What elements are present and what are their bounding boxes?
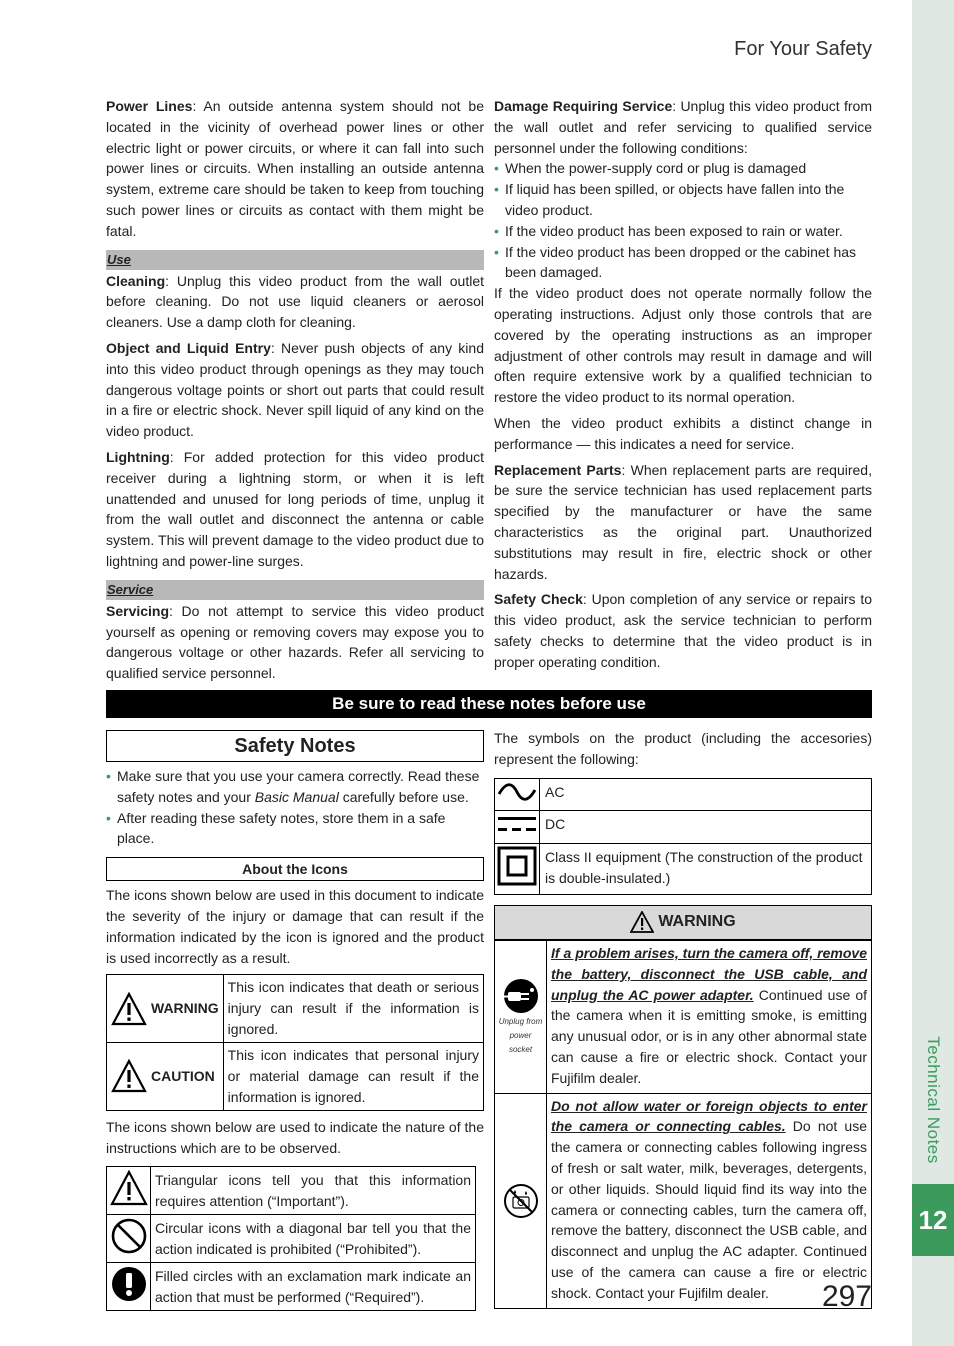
- damage-term: Damage Requiring Service: [494, 98, 673, 114]
- power-lines-paragraph: [106, 96, 484, 242]
- prohibited-desc: Circular icons with a diagonal bar tell you that the action indicated is prohibited (“Prohibited”).: [151, 1215, 476, 1263]
- dc-icon-cell: [495, 811, 540, 844]
- unplug-body: Continued use of the camera when it is emitting smoke, is emitting any unusual odor, or is in any other abnormal state can cause a fire or electric shock. Contact your Fujifilm dealer.: [551, 986, 867, 1086]
- unplug-emphasis: If a problem arises, turn the camera off, remove the battery, disconnect the USB cable, and unplug the AC power adapter.: [551, 944, 867, 1003]
- nature-table: [106, 1166, 476, 1311]
- bullet1-text: Make sure that you use your camera correctly. Read these safety notes and your: [117, 768, 480, 805]
- class-ii-icon-cell: [495, 844, 540, 895]
- safety-check-term: Safety Check: [494, 591, 583, 608]
- side-label: [912, 1020, 954, 1180]
- distinct-change-paragraph: When the video product exhibits a distinct change in performance — this indicates a need for service.: [494, 414, 872, 452]
- class-ii-label: Class II equipment (The construction of the product is double-insulated.): [540, 844, 872, 895]
- safety-check-text: : Upon completion of any service or repairs to this video product, ask the service technician to perform safety checks to determine that the video product is in proper operating condition.: [494, 591, 872, 670]
- basic-manual-ref: Basic Manual: [254, 788, 339, 805]
- object-liquid-term: Object and Liquid Entry: [106, 339, 271, 356]
- object-liquid-text: : Never push objects of any kind into this video product through openings as they may touch dangerous voltage points or short out parts that could result in a fire or electric shock. Never spill liquid of any kind on the video product.: [106, 339, 484, 440]
- about-icons-text: The icons shown below are used in this document to indicate the severity of the injury or damage that can result if the information indicated by the icon is ignored and the product is used incorrectly as a result.: [106, 887, 484, 966]
- chapter-number: 12: [912, 1184, 954, 1256]
- side-label-text: Technical Notes: [924, 1036, 944, 1164]
- water-text: [547, 1094, 871, 1308]
- power-lines-term: Power Lines: [106, 98, 193, 114]
- unplug-caption: Unplug from power socket: [498, 1016, 543, 1054]
- caution-label-cell: [107, 1042, 224, 1110]
- table-row: [495, 778, 872, 811]
- safety-notes-title: Safety Notes: [106, 730, 484, 762]
- safety-check-paragraph: [494, 589, 872, 672]
- damage-text: : Unplug this video product from the wall outlet and refer servicing to qualified service personnel under the following conditions:: [494, 98, 873, 156]
- triangle-exclamation-icon: [110, 1170, 148, 1206]
- table-row: [495, 844, 872, 895]
- left-column: [106, 96, 484, 689]
- cleaning-paragraph: [106, 271, 484, 333]
- list-item: [106, 766, 484, 808]
- lightning-paragraph: [106, 447, 484, 572]
- section-band-title: Be sure to read these notes before use: [106, 690, 872, 718]
- dc-label: DC: [540, 811, 872, 844]
- service-heading: Service: [106, 580, 484, 600]
- warning-triangle-icon: [111, 992, 147, 1026]
- warning-box-header: [495, 906, 871, 940]
- warning-row-water: [495, 1093, 871, 1308]
- required-exclamation-icon: [110, 1265, 148, 1303]
- table-row: [107, 1263, 476, 1311]
- symbols-intro: The symbols on the product (including the accesories) represent the following:: [494, 730, 872, 767]
- dc-icon: [497, 813, 537, 835]
- damage-paragraph: [494, 96, 872, 158]
- cleaning-term: Cleaning: [106, 272, 166, 289]
- important-icon-cell: [107, 1167, 151, 1215]
- caution-triangle-icon: [111, 1059, 147, 1093]
- ac-label: AC: [540, 778, 872, 811]
- unplug-plug-icon: [502, 977, 540, 1015]
- table-row: [495, 811, 872, 844]
- list-item: • After reading these safety notes, store them in a safe place.: [106, 808, 484, 850]
- table-row: [107, 975, 484, 1042]
- water-emphasis: Do not allow water or foreign objects to enter the camera or connecting cables.: [551, 1097, 867, 1135]
- section-title: For Your Safety: [734, 38, 872, 60]
- water-body: Do not use the camera or connecting cables following ingress of fresh or salt water, milk, beverages, detergents, or other liquids. Should liquid find its way into the camera or connecting cables, turn the camera off, remove the battery, disconnect the USB cable, and disconnect and unplug the AC adapter. Continued use of the camera can cause a fire or electric shock. Contact your Fujifilm dealer.: [551, 1118, 867, 1301]
- caution-label: CAUTION: [151, 1067, 215, 1084]
- use-heading: Use: [106, 250, 484, 270]
- lightning-text: : For added protection for this video product receiver during a lightning storm, or when it is left unattended and unused for long periods of time, unplug it from the wall outlet and disconnect the antenna or cable system. This will prevent damage to the video product due to lightning and power-line surges.: [106, 448, 484, 569]
- replacement-paragraph: [494, 460, 872, 585]
- servicing-paragraph: [106, 601, 484, 684]
- symbols-table: [494, 778, 872, 895]
- ac-icon: [497, 781, 537, 803]
- required-desc: Filled circles with an exclamation mark indicate an action that must be performed (“Required”).: [151, 1263, 476, 1311]
- warning-label-cell: [107, 975, 224, 1042]
- list-item: • If the video product has been exposed to rain or water.: [494, 221, 872, 242]
- table-row: [107, 1167, 476, 1215]
- replacement-text: : When replacement parts are required, be sure the service technician has used replacement parts specified by the manufacturer or have the same characteristics as the original part. Unauthorized substitutions may result in fire, electric shock or other hazards.: [494, 461, 872, 582]
- safety-notes-list: [106, 766, 484, 849]
- warning-triangle-icon: [630, 911, 654, 933]
- no-water-icon: [502, 1182, 540, 1220]
- cleaning-text: : Unplug this video product from the wall outlet before cleaning. Do not use liquid cleaners or aerosol cleaners. Use a damp cloth for cleaning.: [106, 272, 484, 331]
- about-icons-title: About the Icons: [106, 857, 484, 881]
- list-item: • When the power-supply cord or plug is damaged: [494, 158, 872, 179]
- caution-desc: This icon indicates that personal injury or material damage can result if the information is ignored.: [223, 1042, 483, 1110]
- servicing-text: : Do not attempt to service this video product yourself as opening or removing covers may expose you to dangerous voltage or other hazards. Refer all servicing to qualified service personnel.: [106, 602, 484, 682]
- lightning-term: Lightning: [106, 448, 170, 465]
- warning-row-unplug: [495, 940, 871, 1093]
- page-number: 297: [821, 1280, 872, 1313]
- nature-text: The icons shown below are used to indicate the nature of the instructions which are to be observed.: [106, 1118, 484, 1156]
- table-row: [107, 1042, 484, 1110]
- list-item: • If the video product has been dropped or the cabinet has been damaged.: [494, 242, 872, 284]
- list-item: • If liquid has been spilled, or objects have fallen into the video product.: [494, 179, 872, 221]
- symbols-section: [494, 728, 872, 1309]
- warning-desc: This icon indicates that death or serious injury can result if the information is ignored.: [223, 975, 483, 1042]
- servicing-term: Servicing: [106, 602, 170, 619]
- required-icon-cell: [107, 1263, 151, 1311]
- ac-icon-cell: [495, 778, 540, 811]
- object-liquid-paragraph: [106, 338, 484, 442]
- not-operate-paragraph: If the video product does not operate normally follow the operating instructions. Adjust only those controls that are covered by the operating instructions as an improper adjustment of other controls may result in damage and will often require extensive work by a qualified technician to restore the video product to its normal operation.: [494, 285, 872, 406]
- unplug-text: [547, 941, 871, 1093]
- prohibited-circle-icon: [110, 1217, 148, 1255]
- right-column: [494, 96, 872, 678]
- damage-list: [494, 158, 872, 283]
- safety-notes-section: [106, 730, 484, 1317]
- warning-box: [494, 905, 872, 1309]
- prohibited-icon-cell: [107, 1215, 151, 1263]
- table-row: [107, 1215, 476, 1263]
- class-ii-icon: [497, 846, 537, 886]
- bullet1-text-end: carefully before use.: [338, 788, 469, 805]
- replacement-term: Replacement Parts: [494, 461, 622, 478]
- unplug-icon-cell: [495, 941, 547, 1093]
- power-lines-text: : An outside antenna system should not be located in the vicinity of overhead power lines or other electric light or power circuits, or where it can fall into such power lines or circuits. When installing an outside antenna system, extreme care should be taken to keep from touching such power lines or circuits as contact with them might be fatal.: [106, 98, 484, 239]
- important-desc: Triangular icons tell you that this information requires attention (“Important”).: [151, 1167, 476, 1215]
- severity-table: [106, 974, 484, 1110]
- warning-box-title: WARNING: [658, 913, 736, 931]
- water-icon-cell: [495, 1094, 547, 1308]
- warning-label: WARNING: [151, 1000, 219, 1017]
